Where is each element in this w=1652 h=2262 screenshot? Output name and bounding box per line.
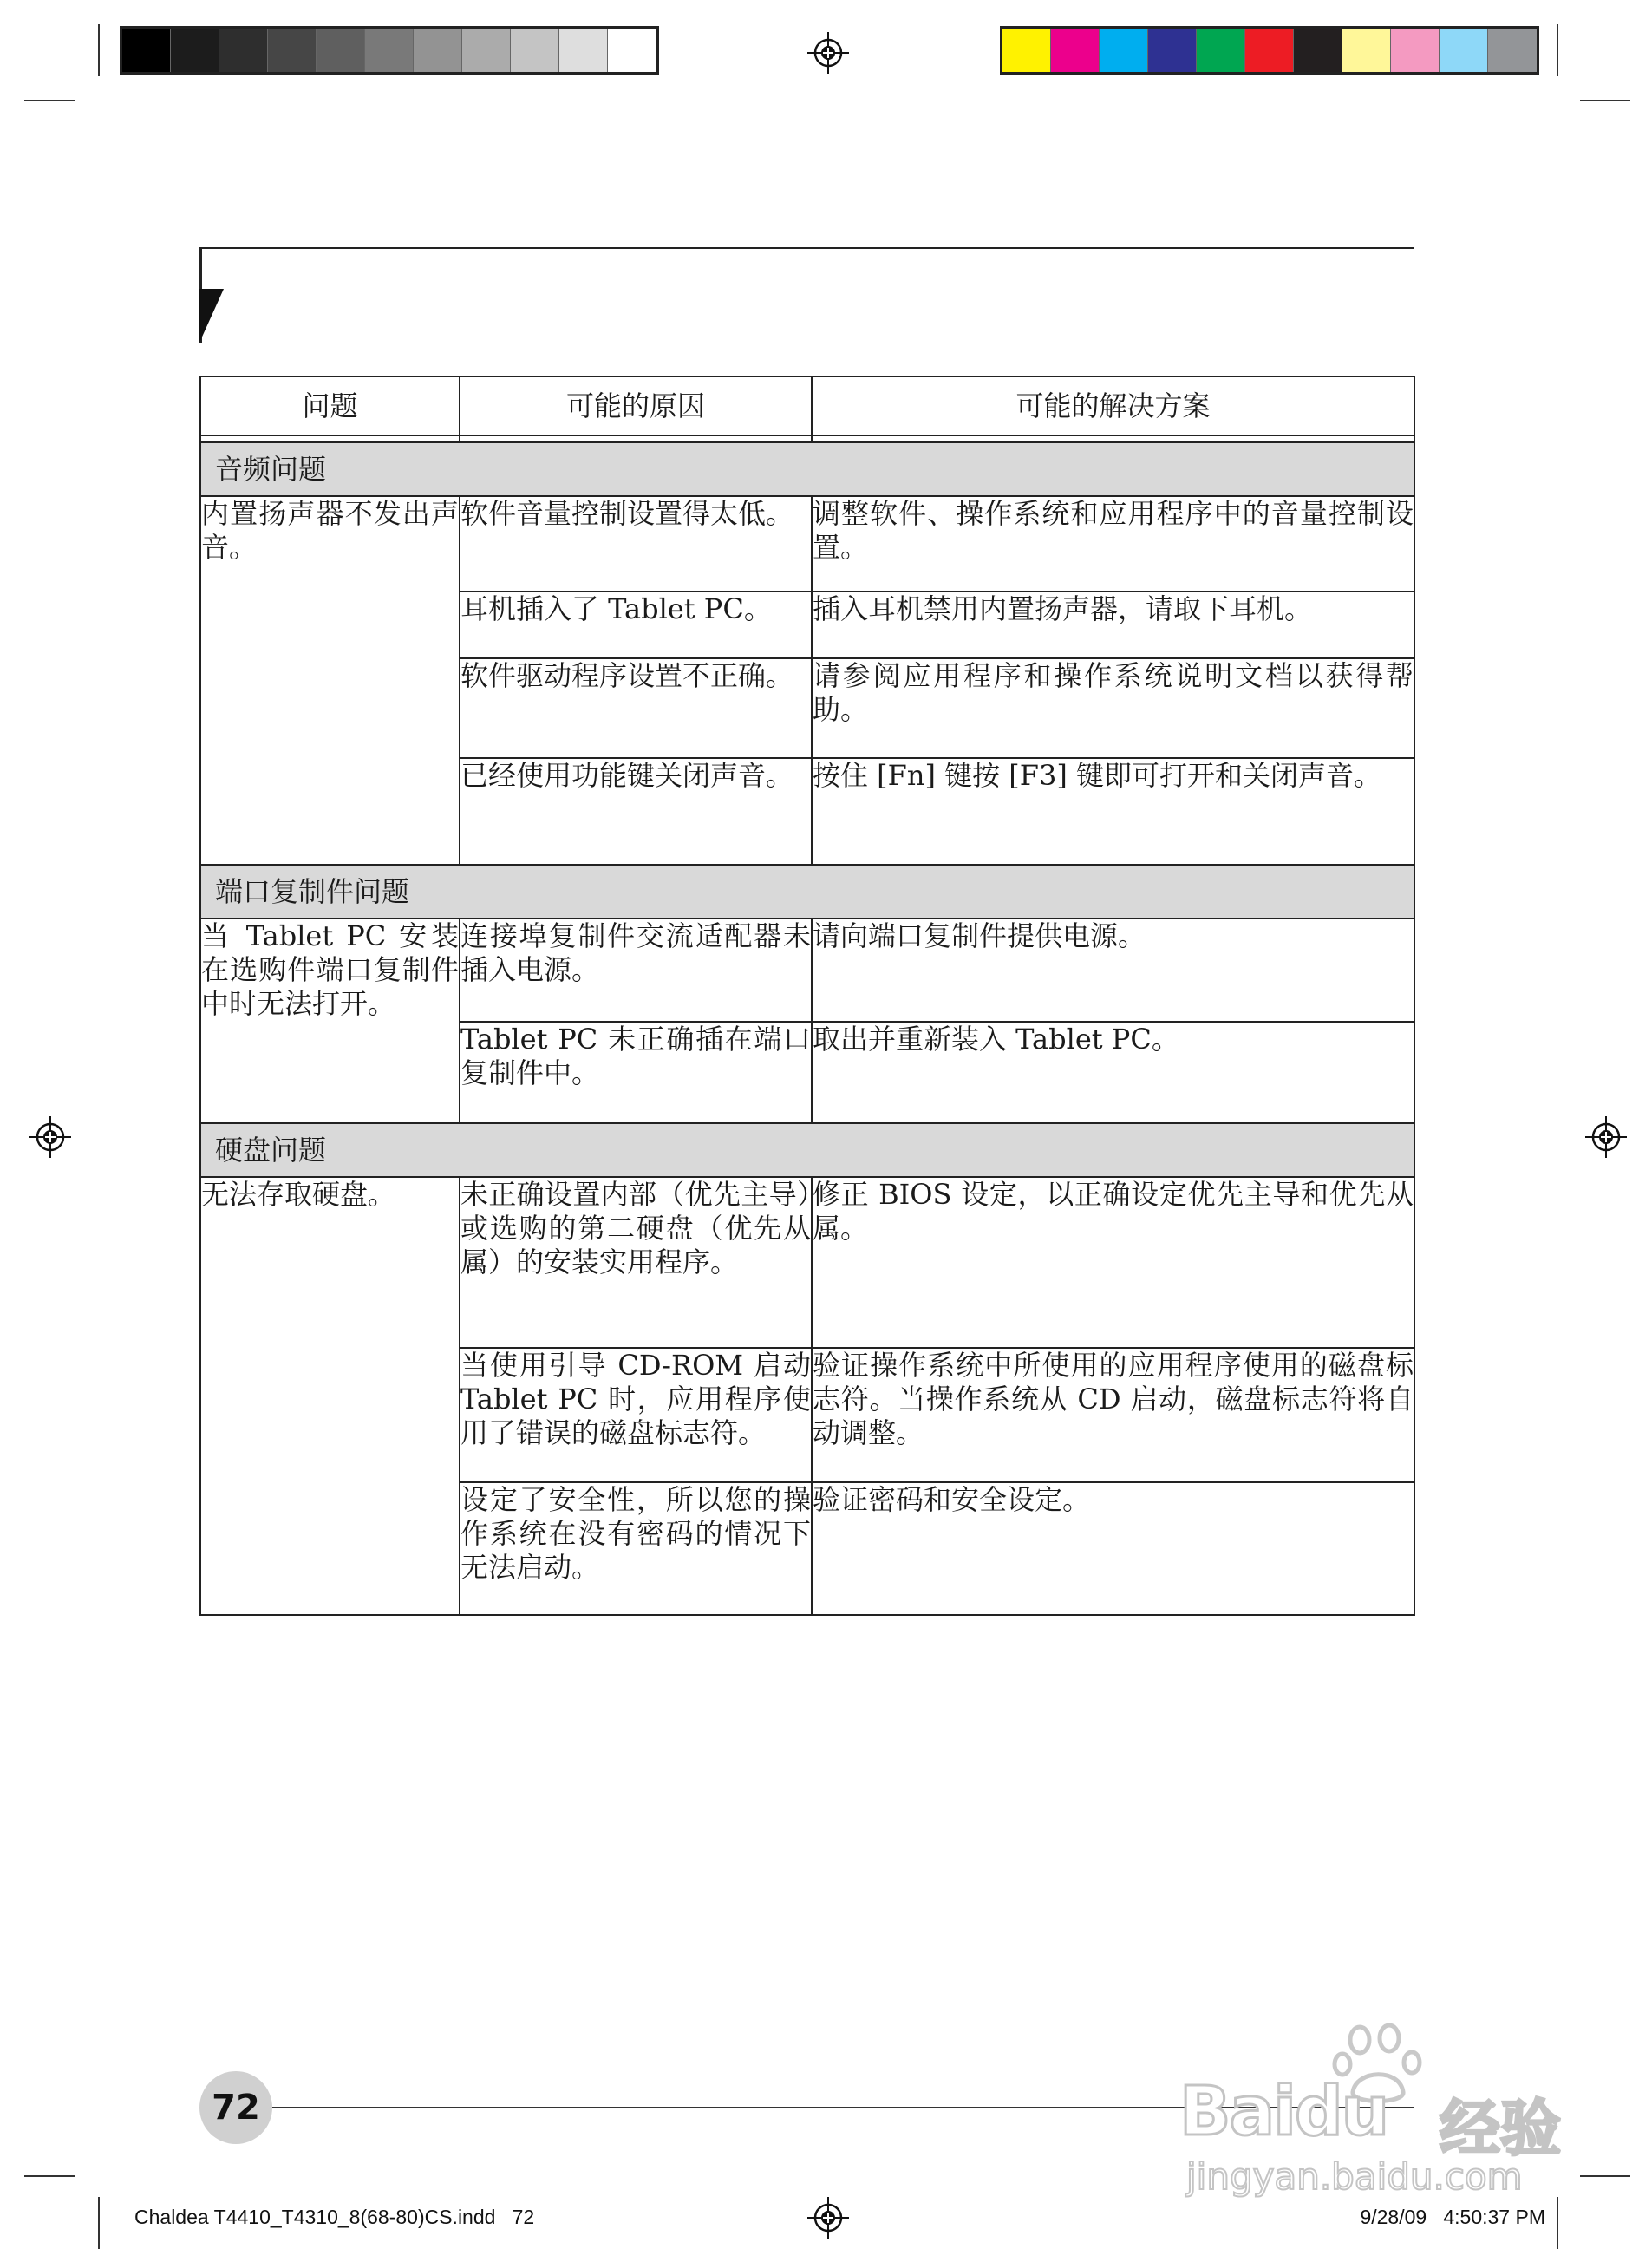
color-swatch (1440, 29, 1488, 72)
watermark (1179, 2021, 1570, 2198)
problem-cell: 当 Tablet PC 安装在选购件端口复制件中时无法打开。 (200, 919, 460, 1123)
color-swatch (1488, 29, 1537, 72)
registration-mark-icon (1585, 1116, 1627, 1158)
cause-cell: Tablet PC 未正确插在端口复制件中。 (460, 1022, 812, 1123)
color-swatch (1002, 29, 1051, 72)
registration-mark-icon (807, 2197, 849, 2239)
solution-cell: 验证密码和安全设定。 (812, 1482, 1414, 1615)
section-row-port-replicator (200, 865, 1414, 919)
table-row (200, 919, 1414, 1022)
color-swatch (317, 29, 365, 72)
solution-cell: 调整软件、操作系统和应用程序中的音量控制设置。 (812, 496, 1414, 592)
color-swatch (171, 29, 219, 72)
section-title: 音频问题 (200, 442, 1414, 496)
corner-marker-icon (199, 289, 225, 343)
color-swatch (268, 29, 317, 72)
color-swatch (511, 29, 559, 72)
color-swatch (122, 29, 171, 72)
color-calibration-bar (1000, 26, 1539, 75)
table-header-row (200, 376, 1414, 435)
header-rule (199, 247, 1414, 249)
crop-mark (1557, 2197, 1558, 2249)
section-row-hard-disk (200, 1123, 1414, 1177)
footer-timestamp: 9/28/09 4:50:37 PM (1360, 2206, 1545, 2228)
cause-cell: 未正确设置内部（优先主导）或选购的第二硬盘（优先从属）的安装实用程序。 (460, 1177, 812, 1348)
solution-cell: 请向端口复制件提供电源。 (812, 919, 1414, 1022)
problem-cell: 内置扬声器不发出声音。 (200, 496, 460, 865)
color-swatch (1245, 29, 1294, 72)
cause-cell: 设定了安全性，所以您的操作系统在没有密码的情况下无法启动。 (460, 1482, 812, 1615)
crop-mark (1557, 24, 1558, 76)
problem-cell: 无法存取硬盘。 (200, 1177, 460, 1615)
color-swatch (1197, 29, 1245, 72)
solution-cell: 修正 BIOS 设定，以正确设定优先主导和优先从属。 (812, 1177, 1414, 1348)
color-swatch (1148, 29, 1197, 72)
crop-mark (98, 24, 100, 76)
color-swatch (1294, 29, 1342, 72)
solution-cell: 取出并重新装入 Tablet PC。 (812, 1022, 1414, 1123)
color-swatch (1391, 29, 1440, 72)
color-swatch (1051, 29, 1100, 72)
crop-mark (1580, 2175, 1630, 2177)
header-problem: 问题 (200, 376, 460, 435)
color-swatch (559, 29, 608, 72)
section-title: 端口复制件问题 (200, 865, 1414, 919)
color-swatch (414, 29, 462, 72)
crop-mark (24, 2175, 75, 2177)
color-swatch (462, 29, 511, 72)
troubleshooting-table (199, 376, 1415, 1616)
crop-mark (24, 100, 75, 101)
registration-mark-icon (807, 32, 849, 74)
footer-file-info: Chaldea T4410_T4310_8(68-80)CS.indd 72 (134, 2206, 535, 2228)
watermark-url: jingyan.baidu.com (1186, 2155, 1523, 2198)
solution-cell: 插入耳机禁用内置扬声器，请取下耳机。 (812, 592, 1414, 658)
color-swatch (365, 29, 414, 72)
registration-mark-icon (29, 1116, 71, 1158)
section-row-audio (200, 442, 1414, 496)
watermark-brand: Bai (1179, 2073, 1295, 2151)
solution-cell: 验证操作系统中所使用的应用程序使用的磁盘标志符。当操作系统从 CD 启动，磁盘标志符将自动调整。 (812, 1348, 1414, 1482)
crop-mark (98, 2197, 100, 2249)
header-gap (200, 435, 1414, 442)
cause-cell: 当使用引导 CD-ROM 启动 Tablet PC 时，应用程序使用了错误的磁盘标志符。 (460, 1348, 812, 1482)
gray-calibration-bar (120, 26, 659, 75)
cause-cell: 已经使用功能键关闭声音。 (460, 758, 812, 865)
watermark-brand-suffix: du (1294, 2073, 1388, 2151)
table-row (200, 496, 1414, 592)
solution-cell: 按住 [Fn] 键按 [F3] 键即可打开和关闭声音。 (812, 758, 1414, 865)
cause-cell: 耳机插入了 Tablet PC。 (460, 592, 812, 658)
watermark-service: 经验 (1440, 2093, 1561, 2164)
page-number-badge (199, 2071, 272, 2144)
color-swatch (608, 29, 656, 72)
page-number: 72 (212, 2088, 260, 2128)
cause-cell: 软件音量控制设置得太低。 (460, 496, 812, 592)
section-title: 硬盘问题 (200, 1123, 1414, 1177)
solution-cell: 请参阅应用程序和操作系统说明文档以获得帮助。 (812, 658, 1414, 758)
cause-cell: 软件驱动程序设置不正确。 (460, 658, 812, 758)
color-swatch (1342, 29, 1391, 72)
table-row (200, 1177, 1414, 1348)
color-swatch (219, 29, 268, 72)
crop-mark (1580, 100, 1630, 101)
color-swatch (1100, 29, 1148, 72)
cause-cell: 连接埠复制件交流适配器未插入电源。 (460, 919, 812, 1022)
header-solution: 可能的解决方案 (812, 376, 1414, 435)
header-cause: 可能的原因 (460, 376, 812, 435)
